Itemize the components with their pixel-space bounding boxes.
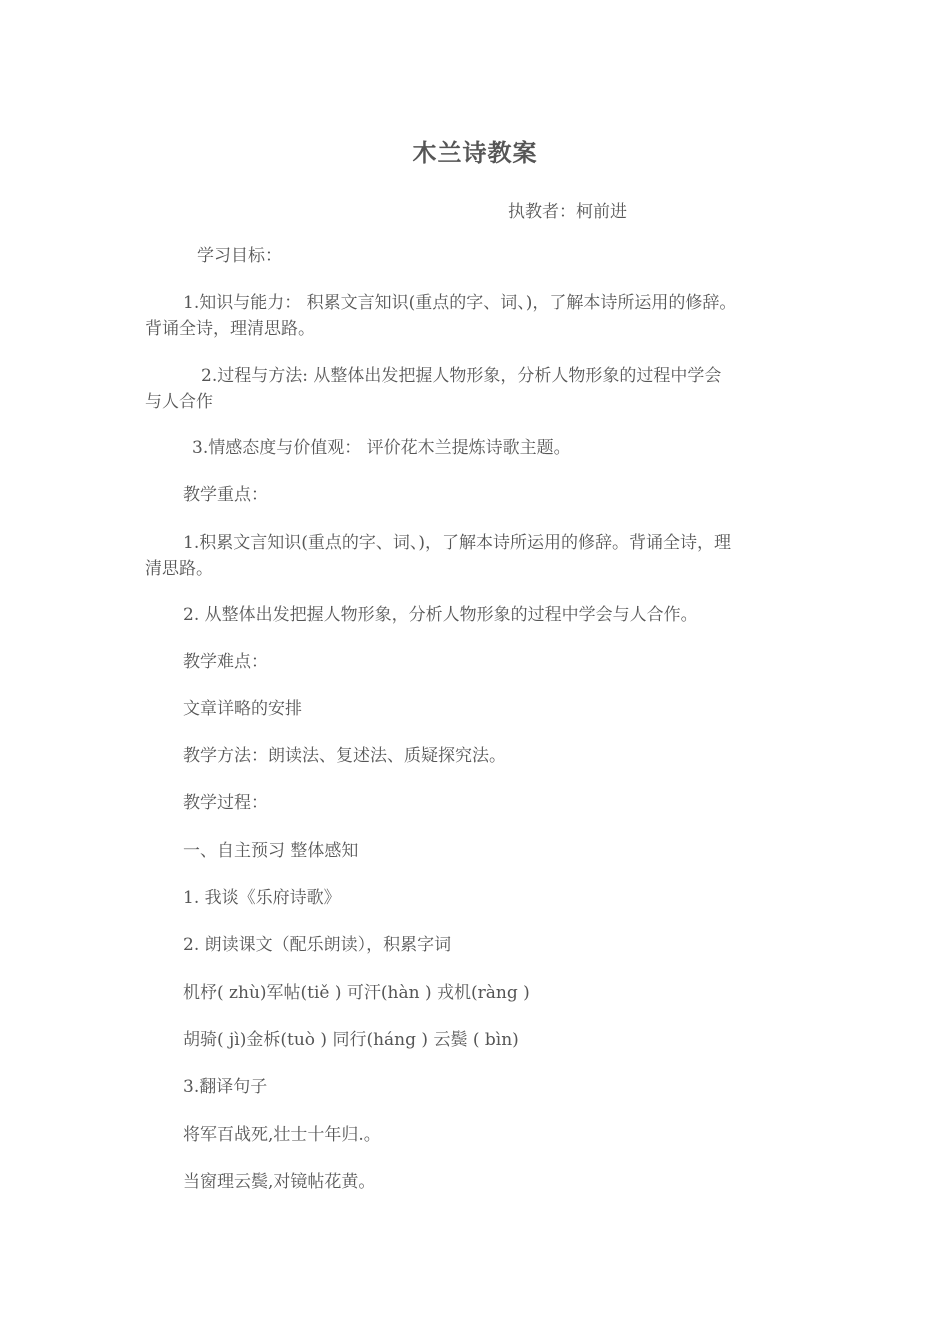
process-heading: 教学过程： bbox=[183, 793, 268, 813]
focus-1-line-2: 清思路。 bbox=[145, 559, 213, 579]
focus-2-line: 2. 从整体出发把握人物形象，分析人物形象的过程中学会与人合作。 bbox=[183, 605, 698, 625]
step-2: 2. 朗读课文（配乐朗读），积累字词 bbox=[183, 935, 452, 955]
goal-3-line: 3.情感态度与价值观： 评价花木兰提炼诗歌主题。 bbox=[192, 438, 571, 458]
sentence-1: 将军百战死,壮士十年归.。 bbox=[183, 1125, 381, 1145]
goal-2-line-2: 与人合作 bbox=[145, 392, 213, 412]
sentence-2: 当窗理云鬓,对镜帖花黄。 bbox=[183, 1172, 376, 1192]
goal-1-line-2: 背诵全诗，理清思路。 bbox=[145, 319, 315, 339]
step-1: 1. 我谈《乐府诗歌》 bbox=[183, 888, 341, 908]
goal-2-line-1: 2.过程与方法: 从整体出发把握人物形象，分析人物形象的过程中学会 bbox=[201, 366, 722, 386]
step-3: 3.翻译句子 bbox=[183, 1077, 268, 1097]
vocab-line-1: 机杼( zhù)军帖(tiě ) 可汗(hàn ) 戎机(ràng ) bbox=[183, 983, 530, 1003]
difficulty-text: 文章详略的安排 bbox=[183, 699, 302, 719]
focus-1-line-1: 1.积累文言知识(重点的字、词、)，了解本诗所运用的修辞。背诵全诗，理 bbox=[183, 533, 731, 553]
difficulty-heading: 教学难点： bbox=[183, 652, 268, 672]
goals-heading: 学习目标： bbox=[197, 246, 282, 266]
author-line: 执教者：柯前进 bbox=[508, 202, 627, 222]
goal-1-line-1: 1.知识与能力： 积累文言知识(重点的字、词、)，了解本诗所运用的修辞。 bbox=[183, 293, 737, 313]
method-line: 教学方法：朗读法、复述法、质疑探究法。 bbox=[183, 746, 506, 766]
section-1-heading: 一、自主预习 整体感知 bbox=[183, 841, 359, 861]
page-title: 木兰诗教案 bbox=[412, 138, 538, 167]
focus-heading: 教学重点： bbox=[183, 485, 268, 505]
vocab-line-2: 胡骑( jì)金柝(tuò ) 同行(háng ) 云鬓 ( bìn) bbox=[183, 1030, 519, 1050]
